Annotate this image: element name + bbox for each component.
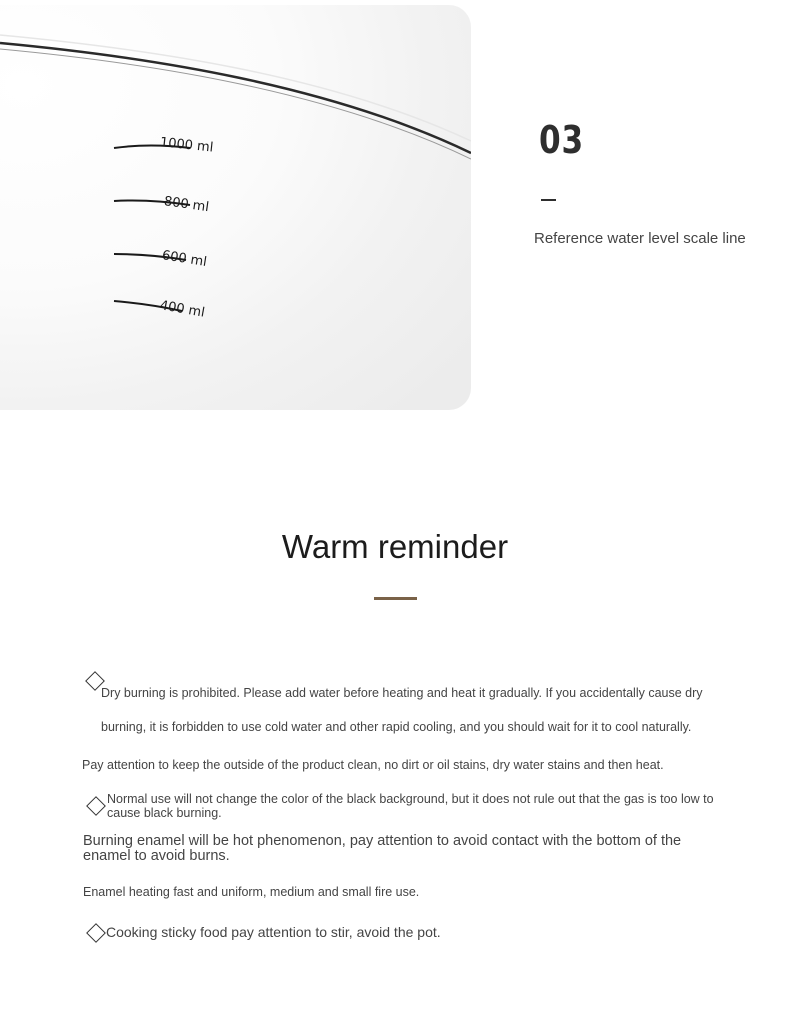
- reminder-note-text: Enamel heating fast and uniform, medium and small fire use.: [83, 885, 420, 899]
- section-title: Warm reminder: [281, 528, 509, 565]
- reminder-note-dry-burning: [101, 676, 721, 744]
- pot-rim-shadow: [0, 49, 471, 159]
- feature-dash: [541, 199, 556, 201]
- product-photo: [0, 5, 471, 410]
- reminder-note-text: Burning enamel will be hot phenomenon, pay attention to avoid contact with the bottom of the enamel to avoid burns.: [83, 833, 682, 864]
- reminder-note-text: Cooking sticky food pay attention to stir, avoid the pot.: [106, 924, 441, 940]
- reminder-note-keep-clean: [82, 757, 722, 773]
- diamond-bullet-icon: [86, 796, 106, 816]
- reminder-note-sticky-food: [106, 924, 726, 941]
- reminder-note-color-change: [107, 792, 717, 820]
- reminder-note-hot-enamel: [83, 834, 713, 864]
- scale-label-1000: 1000 ml: [159, 135, 214, 156]
- feature-caption: Reference water level scale line: [534, 230, 746, 247]
- reminder-note-text: Pay attention to keep the outside of the product clean, no dirt or oil stains, dry water stains and then heat.: [82, 758, 664, 772]
- reminder-note-text: Dry burning is prohibited. Please add water before heating and heat it gradually. If you accidentally cause dry burning, it is forbidden to use cold water and other rapid cooling, and you should wait for it to cool naturally.: [101, 686, 703, 734]
- pot-rim-line: [0, 43, 471, 153]
- diamond-bullet-icon: [86, 923, 106, 943]
- reminder-note-text: Normal use will not change the color of the black background, but it does not rule out that the gas is too low to cause black burning.: [107, 792, 714, 820]
- feature-number: 03: [539, 118, 585, 162]
- pot-interior-illustration: [0, 5, 471, 410]
- scale-label-400: 400 ml: [158, 298, 206, 321]
- scale-label-800: 800 ml: [162, 194, 210, 216]
- scale-label-600: 600 ml: [160, 248, 208, 270]
- reminder-note-heating: [83, 884, 713, 900]
- section-title-underline: [374, 597, 417, 600]
